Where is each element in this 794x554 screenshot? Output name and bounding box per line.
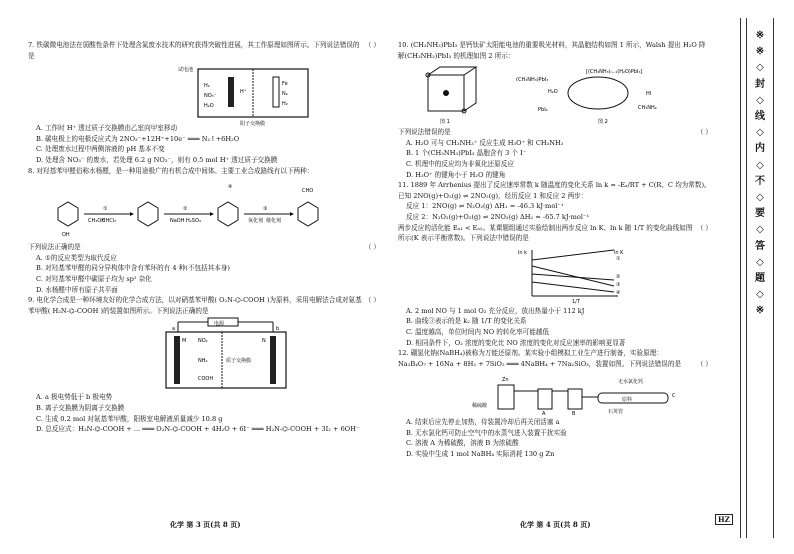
- q9-electrolysis-cell: [158, 318, 298, 390]
- q10-lead: （ ） 下列说法错误的是: [398, 128, 712, 137]
- q12-figure: [398, 371, 712, 418]
- q12-label-0: Zn: [502, 377, 509, 384]
- q8-label-9: H₂SO₄: [186, 218, 201, 225]
- q8-label-6: CH₃OH: [88, 218, 105, 225]
- q11-step-1: 反应 1：2NO(g) ⇌ N₂O₂(g) ΔH₁ = -46.3 kJ·mol⁻¹: [406, 202, 564, 211]
- q12-label-5: 无水氯化钙: [618, 379, 644, 386]
- q9-label-5: b: [276, 326, 280, 333]
- right-footer: 化学 第 4 页(共 8 页): [520, 520, 591, 529]
- q7-label-0: 试电池: [178, 67, 194, 74]
- q9-label-2: NH₂: [198, 358, 208, 365]
- q10-option-a: A. H₂O 可与 CH₃NH₃⁺ 反应生成 H₃O⁺ 和 CH₃NH₂: [406, 138, 564, 147]
- q8-synthesis-route: [48, 178, 368, 240]
- q9-label-7: N: [262, 338, 266, 345]
- q11-step-2: 反应 2：N₂O₂(g)+O₂(g) ⇌ 2NO₂(g) ΔH₂ = -65.7 kJ·mol⁻¹: [406, 212, 590, 221]
- q9-label-4: a: [172, 326, 176, 333]
- q9-label-6: M: [182, 338, 187, 345]
- strip-char: 答: [755, 240, 765, 252]
- q11-label-0: ln k: [518, 249, 528, 256]
- question-11: 11. 1889 年 Arrhenius 提出了反应速率常数 k 随温度的变化关系 ln k = -Eₐ/RT + C(R、C 均为常数)。已知 2NO(g)+O₂(g) ⇌ 2NO₂(g)，经历反应 1 和反应 2 两步：: [398, 181, 711, 200]
- q7-label-8: H₂: [282, 101, 288, 108]
- q8-option-a: A. ①的反应类型为取代反应: [36, 253, 117, 262]
- q10-option-b: B. 1 个(CH₃NH₃)PbI₃ 晶胞含有 3 个 I⁻: [406, 149, 527, 158]
- q8-option-b: B. 对羟基苯甲醛的同分异构体中含有苯环的有 4 种(不包括其本身): [36, 264, 231, 273]
- strip-char: ◇: [756, 192, 764, 204]
- q7-label-7: N₂: [282, 91, 288, 98]
- q12-apparatus: [458, 371, 698, 418]
- q8-label-8: NaOH: [170, 218, 185, 225]
- strip-line-right: [773, 18, 774, 538]
- q11-tail: （ ） 两步反应的活化能 Eₐ₁ < Eₐ₂。某课题组通过实验绘制出两步反应 ln K、ln k 随 1/T 的变化曲线如图所示(K 表示平衡常数)。下列说法中错误的是: [398, 223, 712, 243]
- q9-option-a: A. a 极电势低于 b 极电势: [36, 393, 113, 402]
- q8-label-5: OH: [62, 232, 70, 239]
- strip-char: ◇: [756, 94, 764, 106]
- question-8: 8. 对羟基苯甲醛俗称水杨醛，是一种用途极广的有机合成中间体。主要工业合成路线有以下两种：: [28, 166, 314, 175]
- q9-label-1: NO₂: [198, 338, 208, 345]
- q9-figure: [28, 318, 380, 390]
- q12-label-3: B: [572, 411, 576, 418]
- left-footer: 化学 第 3 页(共 8 页): [170, 520, 241, 529]
- q10-label-4: HI: [646, 91, 652, 98]
- hz-badge: HZ: [715, 514, 733, 525]
- q8-lead: （ ） 下列说法正确的是: [28, 243, 380, 252]
- q7-label-4: H⁺: [240, 89, 247, 96]
- q10-label-5: CH₃NH₂: [638, 105, 657, 112]
- strip-char: ※: [755, 46, 765, 58]
- q11-option-d: D. 相同条件下，O₂ 浓度的变化比 NO 浓度的变化对反应速率的影响更显著: [406, 338, 626, 347]
- q9-option-d: D. 总反应式：H₂N-⌬-COOH + ... ═══ O₂N-⌬-COOH + 4H₂O + 6I⁻ ═══ H₂N-⌬-COOH + 3I₂ + 6OH⁻: [36, 425, 360, 434]
- q7-option-a: A. 工作时 H⁺ 透过质子交换膜由乙室向甲室移动: [36, 124, 178, 133]
- q12-equation: （ ） Na₂B₄O₇ + 16Na + 8H₂ + 7SiO₂ ═══ 4NaBH₄ + 7Na₂SiO₃，装置如图。下列说法错误的是: [398, 359, 712, 368]
- q12-option-c: C. 溶液 A 为稀硫酸，溶液 B 为浓硫酸: [406, 439, 519, 448]
- q12-label-7: 石英管: [608, 409, 624, 416]
- q7-option-d: D. 处理含 NO₃⁻ 的废水，若处理 6.2 g NO₃⁻，则有 0.5 mol H⁺ 透过质子交换膜: [36, 155, 278, 164]
- q12-option-d: D. 实验中生成 1 mol NaBH₄ 实际消耗 130 g Zn: [406, 450, 555, 459]
- strip-char: ※: [755, 30, 765, 41]
- q9-option-b: B. 离子交换膜为阴离子交换膜: [36, 403, 125, 412]
- q8-label-2: ③: [263, 206, 268, 213]
- q11-label-5: ④: [616, 289, 621, 296]
- q7-label-6: Fe: [282, 81, 288, 88]
- q12-label-1: 稀硫酸: [472, 403, 488, 410]
- q10-label-6: H₂O: [548, 89, 558, 96]
- q12-option-b: B. 无水氯化钙可防止空气中的水蒸气进入装置干扰实验: [406, 428, 567, 437]
- q7-option-c: C. 处理废水过程中两侧溶液的 pH 基本不变: [36, 145, 165, 154]
- q7-label-1: H₂: [204, 83, 210, 90]
- q7-figure: [28, 63, 380, 128]
- q11-label-3: ②: [616, 273, 621, 280]
- right-column: [398, 40, 712, 460]
- strip-char: ◇: [756, 256, 764, 268]
- q11-label-4: ③: [616, 281, 621, 288]
- strip-char: ◇: [756, 159, 764, 171]
- q11-lnk-plot: [518, 246, 628, 304]
- q8-label-10: 氧化剂: [248, 218, 264, 225]
- strip-char: ◇: [756, 62, 764, 74]
- q11-figure: [398, 246, 712, 304]
- strip-char: ◇: [756, 224, 764, 236]
- binding-margin-strip: [740, 18, 779, 538]
- strip-char: 封: [755, 78, 765, 90]
- q7-option-b: B. 碳电极上的电极反应式为 2NO₃⁻+12H⁺+10e⁻ ═══ N₂↑+6H₂O: [36, 134, 240, 143]
- q7-label-2: NO₃⁻: [204, 93, 217, 100]
- q10-option-c: C. 机理中的反应均为非氧化还原反应: [406, 159, 514, 168]
- strip-char: ※: [755, 305, 765, 317]
- strip-char: ◇: [756, 127, 764, 139]
- q8-label-11: 催化剂: [266, 218, 282, 225]
- strip-char: 题: [755, 273, 765, 285]
- q10-label-1: 图 2: [598, 119, 608, 126]
- question-9: （ ） 9. 电化学合成是一种环境友好的化学合成方法，以对硝基苯甲酸( O₂N-⌬-COOH )为原料，采用电解法合成对氨基苯甲酸( H₂N-⌬-COOH )的装置如图所示。下列说法正确的是: [28, 296, 380, 315]
- question-12: 12. 硼氢化钠(NaBH₄)被称为万能还原剂。某实验小组模拟工业生产进行制备，实验原理：: [398, 349, 663, 358]
- q10-label-0: 图 1: [440, 119, 450, 126]
- q10-label-2: (CH₃NH₃)PbI₃: [516, 77, 549, 84]
- q11-label-2: ①: [616, 255, 621, 262]
- left-column: [28, 40, 380, 435]
- q11-option-c: C. 温度越高，单位时间内 NO 的转化率可能越低: [406, 327, 550, 336]
- q10-option-d: D. H₃O⁺ 的键角小于 H₂O 的键角: [406, 170, 506, 179]
- q10-label-7: PbI₂: [538, 107, 548, 114]
- q7-label-3: H₂O: [204, 103, 214, 110]
- q8-option-c: C. 对羟基苯甲醛中碳原子均为 sp² 杂化: [36, 274, 152, 283]
- question-7: （ ） 7. 铁碳微电池法在弱酸性条件下处理含氮废水技术的研究获得突破性进展，其工作原理如图所示。下列说法错误的是: [28, 41, 380, 60]
- q12-label-6: 原料: [622, 397, 633, 404]
- strip-chars: [751, 28, 769, 320]
- q8-label-1: ②: [183, 206, 188, 213]
- strip-char: 内: [755, 143, 765, 155]
- q10-label-3: [(CH₃NH₃)ₙ₋₁(H₂O)PbI₃]: [586, 69, 643, 76]
- q8-option-d: D. 水杨醛中所有原子共平面: [36, 285, 118, 294]
- q9-label-0: 电源: [214, 321, 225, 328]
- question-10: 10. (CH₃NH₃)PbI₃ 是钙钛矿太阳能电池的重要吸光材料，其晶胞结构如图 1 所示，Walsh 提出 H₂O 降解(CH₃NH₃)PbI₃ 的机理如图 2 所示：: [398, 41, 706, 60]
- q11-label-6: 1/T: [572, 298, 580, 305]
- q12-option-a: A. 结束后应先停止加热，待装置冷却后再关闭活塞 a: [406, 418, 560, 427]
- strip-char: 要: [755, 208, 765, 220]
- q8-label-4: CHO: [302, 188, 314, 195]
- q7-electrolysis-diagram: [178, 63, 358, 128]
- q11-option-b: B. 曲线③表示的是 k₂ 随 1/T 的变化关系: [406, 317, 527, 326]
- q11-option-a: A. 2 mol NO 与 1 mol O₂ 充分反应，放出热量小于 112 kJ: [406, 306, 585, 315]
- strip-char: 线: [755, 111, 765, 123]
- q8-figure: [28, 178, 380, 240]
- q8-label-7: CHCl₃: [102, 218, 117, 225]
- q9-option-c: C. 生成 0.2 mol 对氨基苯甲酸，阳极室电解液质量减少 10.8 g: [36, 414, 223, 423]
- q9-label-3: COOH: [198, 376, 214, 383]
- strip-line-left: [746, 18, 747, 538]
- q12-label-2: A: [542, 411, 546, 418]
- q8-label-3: ④: [228, 184, 233, 191]
- q9-label-8: 质子交换膜: [226, 358, 252, 365]
- q11-label-1: ln K: [614, 249, 624, 256]
- strip-char: ◇: [756, 289, 764, 301]
- q10-crystal-and-mechanism: [398, 63, 698, 125]
- q8-label-0: ①: [103, 206, 108, 213]
- strip-char: 不: [755, 175, 765, 187]
- q12-label-4: C: [672, 393, 676, 400]
- q10-figure: [398, 63, 712, 125]
- q7-label-5: 阳子交换膜: [240, 121, 266, 128]
